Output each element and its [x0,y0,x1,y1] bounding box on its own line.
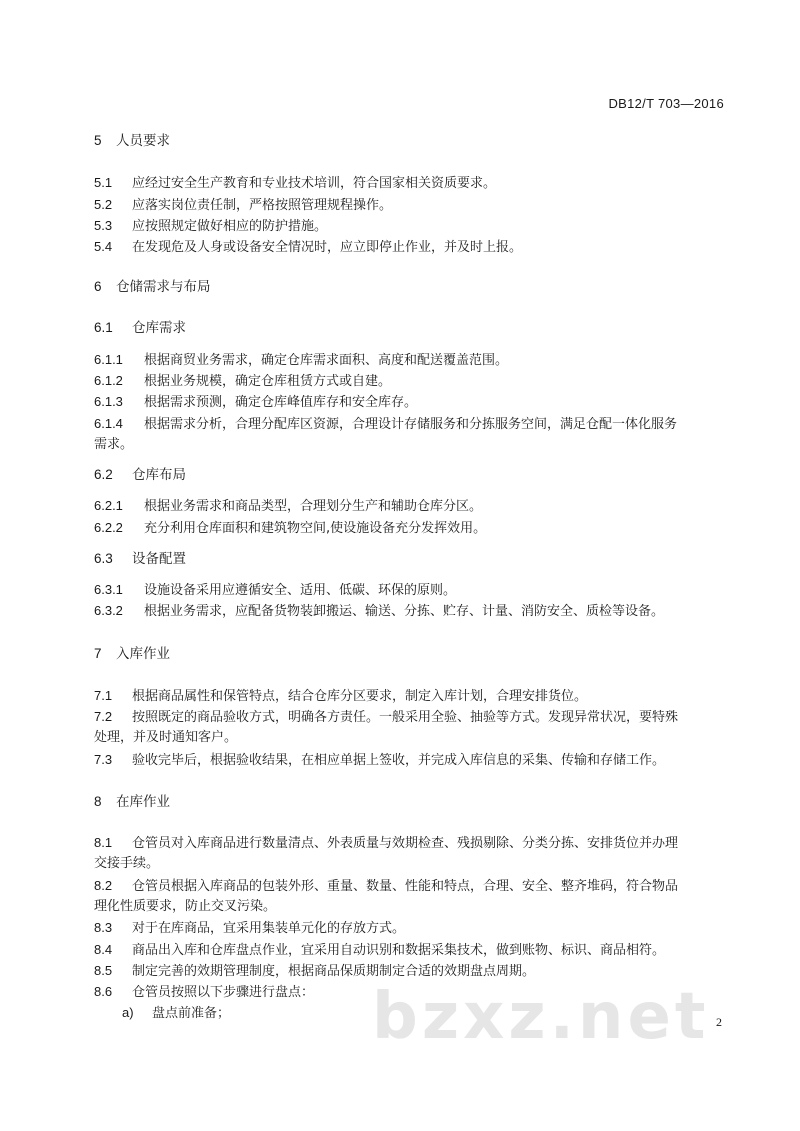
clause [94,706,724,729]
clause-number: 8.4 [94,942,113,957]
clause [94,172,724,195]
clause-number: 7.3 [94,752,113,767]
clause-text: 充分利用仓库面积和建筑物空间,使设施设备充分发挥效用。 [144,521,487,536]
list-item-text: 盘点前准备； [152,1006,231,1021]
clause-text: 应按照规定做好相应的防护措施。 [132,219,328,234]
clause [94,349,724,372]
clause-number: 8.2 [94,878,113,893]
clause [94,749,724,772]
clause [94,917,724,940]
clause-number: 7.1 [94,688,113,703]
section-title: 在库作业 [116,794,170,810]
clause [94,939,724,962]
clause [94,579,724,602]
clause [94,413,724,436]
clause-number: 8.6 [94,984,113,999]
clause-text: 应落实岗位责任制，严格按照管理规程操作。 [132,198,393,213]
clause [94,391,724,414]
clause-text: 根据业务需求，应配备货物装卸搬运、输送、分拣、贮存、计量、消防安全、质检等设备。 [144,604,665,619]
clause-text: 设施设备采用应遵循安全、适用、低碳、环保的原则。 [144,583,457,598]
clause-text: 根据需求预测，确定仓库峰值库存和安全库存。 [144,395,418,410]
clause [94,236,724,259]
clause-number: 6.3.2 [94,603,123,618]
clause [94,370,724,393]
clause [94,600,724,623]
clause-number: 6.1.3 [94,394,123,409]
section-heading [94,130,724,152]
clause-text: 应经过安全生产教育和专业技术培训，符合国家相关资质要求。 [132,176,497,191]
subsection-heading [94,548,724,570]
subsection-title: 设备配置 [132,551,186,567]
watermark: bzxz.net [372,980,710,1054]
clause-number: 8.1 [94,835,113,850]
clause-text: 对于在库商品，宜采用集装单元化的存放方式。 [132,921,406,936]
clause-continuation: 交接手续。 [94,856,160,871]
subsection-title: 仓库布局 [132,467,186,483]
section-title: 入库作业 [116,646,170,662]
clause-text: 验收完毕后，根据验收结果，在相应单据上签收，并完成入库信息的采集、传输和存储工作。 [132,753,666,768]
clause [94,194,724,217]
subsection-heading [94,317,724,339]
clause-text: 仓管员对入库商品进行数量清点、外表质量与效期检查、残损剔除、分类分拣、安排货位并办理 [132,836,679,851]
clause-text: 根据业务需求和商品类型，合理划分生产和辅助仓库分区。 [144,499,483,514]
subsection-number: 6.1 [94,320,113,335]
clause-text: 根据商贸业务需求，确定仓库需求面积、高度和配送覆盖范围。 [144,353,509,368]
section-heading [94,643,724,665]
clause [94,875,724,898]
list-item-marker: a) [122,1005,134,1020]
clause-number: 8.3 [94,920,113,935]
clause [94,495,724,518]
clause-text: 制定完善的效期管理制度，根据商品保质期制定合适的效期盘点周期。 [132,964,536,979]
section-title: 人员要求 [116,133,170,149]
clause-continuation: 需求。 [94,437,134,452]
subsection-title: 仓库需求 [132,320,186,336]
section-number: 8 [94,794,102,809]
section-number: 5 [94,133,102,148]
clause-number: 5.4 [94,239,113,254]
clause-number: 6.1.1 [94,352,123,367]
subsection-number: 6.3 [94,551,113,566]
page-number: 2 [716,1015,722,1029]
clause-text: 商品出入库和仓库盘点作业，宜采用自动识别和数据采集技术，做到账物、标识、商品相符。 [132,943,666,958]
clause-text: 按照既定的商品验收方式，明确各方责任。一般采用全验、抽验等方式。发现异常状况，要特殊 [132,710,679,725]
clause-number: 6.2.1 [94,498,123,513]
clause-continuation: 理化性质要求，防止交叉污染。 [94,899,277,914]
clause-number: 7.2 [94,709,113,724]
clause-number: 6.3.1 [94,582,123,597]
clause-number: 5.2 [94,197,113,212]
clause [94,832,724,855]
section-heading [94,276,724,298]
clause [94,215,724,238]
clause-continuation: 处理，并及时通知客户。 [94,730,238,745]
document-code: DB12/T 703—2016 [608,96,724,111]
clause-text: 在发现危及人身或设备安全情况时，应立即停止作业，并及时上报。 [132,240,523,255]
clause-number: 5.1 [94,175,113,190]
section-number: 7 [94,646,102,661]
subsection-heading [94,464,724,486]
subsection-number: 6.2 [94,467,113,482]
clause [94,685,724,708]
section-heading [94,791,724,813]
clause-text: 仓管员按照以下步骤进行盘点： [132,985,315,1000]
clause-number: 6.2.2 [94,520,123,535]
section-number: 6 [94,279,102,294]
clause-text: 仓管员根据入库商品的包装外形、重量、数量、性能和特点，合理、安全、整齐堆码，符合物品 [132,879,679,894]
clause-number: 5.3 [94,218,113,233]
clause-number: 8.5 [94,963,113,978]
clause-text: 根据需求分析，合理分配库区资源，合理设计存储服务和分拣服务空间，满足仓配一体化服务 [144,417,678,432]
section-title: 仓储需求与布局 [116,279,211,295]
clause-number: 6.1.4 [94,416,123,431]
clause-text: 根据商品属性和保管特点，结合仓库分区要求，制定入库计划，合理安排货位。 [132,689,588,704]
clause [94,517,724,540]
clause-number: 6.1.2 [94,373,123,388]
clause-text: 根据业务规模，确定仓库租赁方式或自建。 [144,374,392,389]
